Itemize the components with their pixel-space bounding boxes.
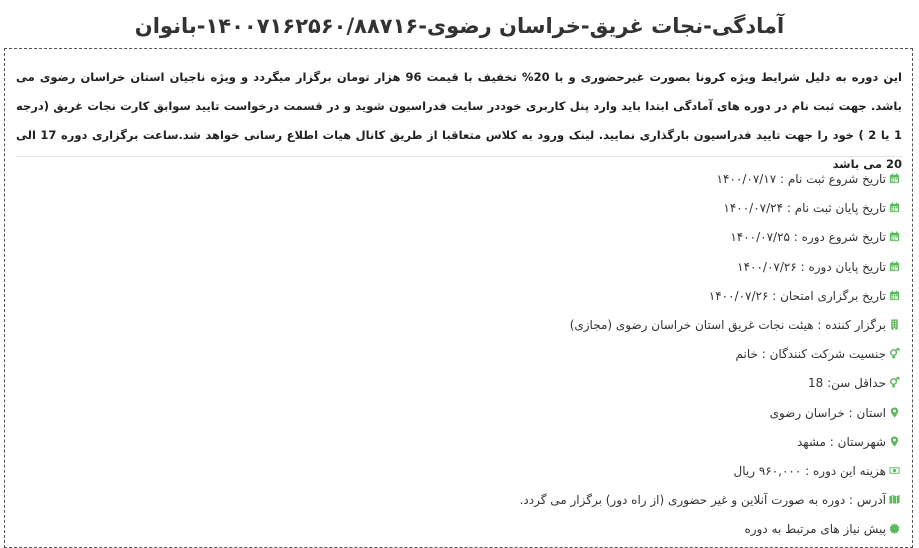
- calendar-icon: [889, 261, 900, 272]
- detail-course-start: [520, 223, 900, 252]
- money-bill-icon: [889, 465, 900, 476]
- calendar-icon: [889, 231, 900, 242]
- detail-text: هزینه این دوره : ۹۶۰,۰۰۰ ریال: [733, 463, 886, 478]
- detail-text: برگزار کننده : هیئت نجات غریق استان خراسان رضوی (مجازی): [569, 317, 886, 332]
- detail-course-end: [520, 253, 900, 282]
- detail-registration-end: [520, 194, 900, 223]
- calendar-icon: [889, 290, 900, 301]
- detail-gender: [520, 340, 900, 369]
- detail-registration-start: [520, 165, 900, 194]
- detail-address: [520, 486, 900, 515]
- certificate-icon: [889, 523, 900, 534]
- detail-city: [520, 428, 900, 457]
- detail-prerequisites: [520, 515, 900, 544]
- detail-text: تاریخ شروع ثبت نام : ۱۴۰۰/۰۷/۱۷: [716, 172, 886, 186]
- detail-text: پیش نیاز های مرتبط به دوره: [744, 522, 886, 537]
- map-marker-icon: [889, 436, 900, 447]
- detail-text: حداقل سن: 18: [807, 376, 886, 391]
- detail-text: تاریخ پایان دوره : ۱۴۰۰/۰۷/۲۶: [737, 259, 886, 274]
- detail-organizer: [520, 311, 900, 340]
- gender-icon: [889, 348, 900, 359]
- gender-icon: [889, 377, 900, 388]
- detail-text: تاریخ پایان ثبت نام : ۱۴۰۰/۰۷/۲۴: [723, 201, 886, 216]
- divider: [16, 156, 902, 157]
- detail-text: استان : خراسان رضوی: [769, 405, 886, 420]
- detail-text: جنسیت شرکت کنندگان : خانم: [735, 347, 886, 362]
- detail-min-age: [520, 369, 900, 398]
- course-description: این دوره به دلیل شرایط ویژه کرونا بصورت غیرحضوری و با 20% تخفیف با قیمت 96 هزار تومان برگزار میگردد و ویژه ناجیان استان خراسان رضوی می باشد. جهت ثبت نام در دوره های آمادگی ابتدا باید وارد پنل کاربری خوددر سایت فدراسیون شوید و در قسمت درخواست تایید سوابق کارت نجات غریق (درجه 1 یا 2 ) خود را جهت تایید فدراسیون بارگذاری نمایید. لینک ورود به کلاس متعاقبا از طریق کانال هیات اطلاع رسانی خواهد شد.ساعت برگزاری دوره 17 الی 20 می باشد: [16, 70, 902, 171]
- detail-text: تاریخ برگزاری امتحان : ۱۴۰۰/۰۷/۲۶: [708, 288, 886, 303]
- detail-text: شهرستان : مشهد: [797, 434, 886, 449]
- detail-cost: [520, 457, 900, 486]
- detail-province: [520, 399, 900, 428]
- building-icon: [889, 319, 900, 330]
- course-info-card: [4, 48, 913, 548]
- detail-text: آدرس : دوره به صورت آنلاین و غیر حضوری (از راه دور) برگزار می گردد.: [519, 493, 886, 508]
- detail-text: تاریخ شروع دوره : ۱۴۰۰/۰۷/۲۵: [730, 230, 886, 245]
- map-marker-icon: [889, 407, 900, 418]
- calendar-icon: [889, 173, 900, 184]
- page-title: آمادگی-نجات غریق-خراسان رضوی-۱۴۰۰۷۱۶۲۵۶۰/۸۸۷۱۶-بانوان: [134, 14, 785, 38]
- map-icon: [889, 494, 900, 505]
- course-details-list: [520, 165, 900, 544]
- detail-exam-date: [520, 282, 900, 311]
- calendar-icon: [889, 202, 900, 213]
